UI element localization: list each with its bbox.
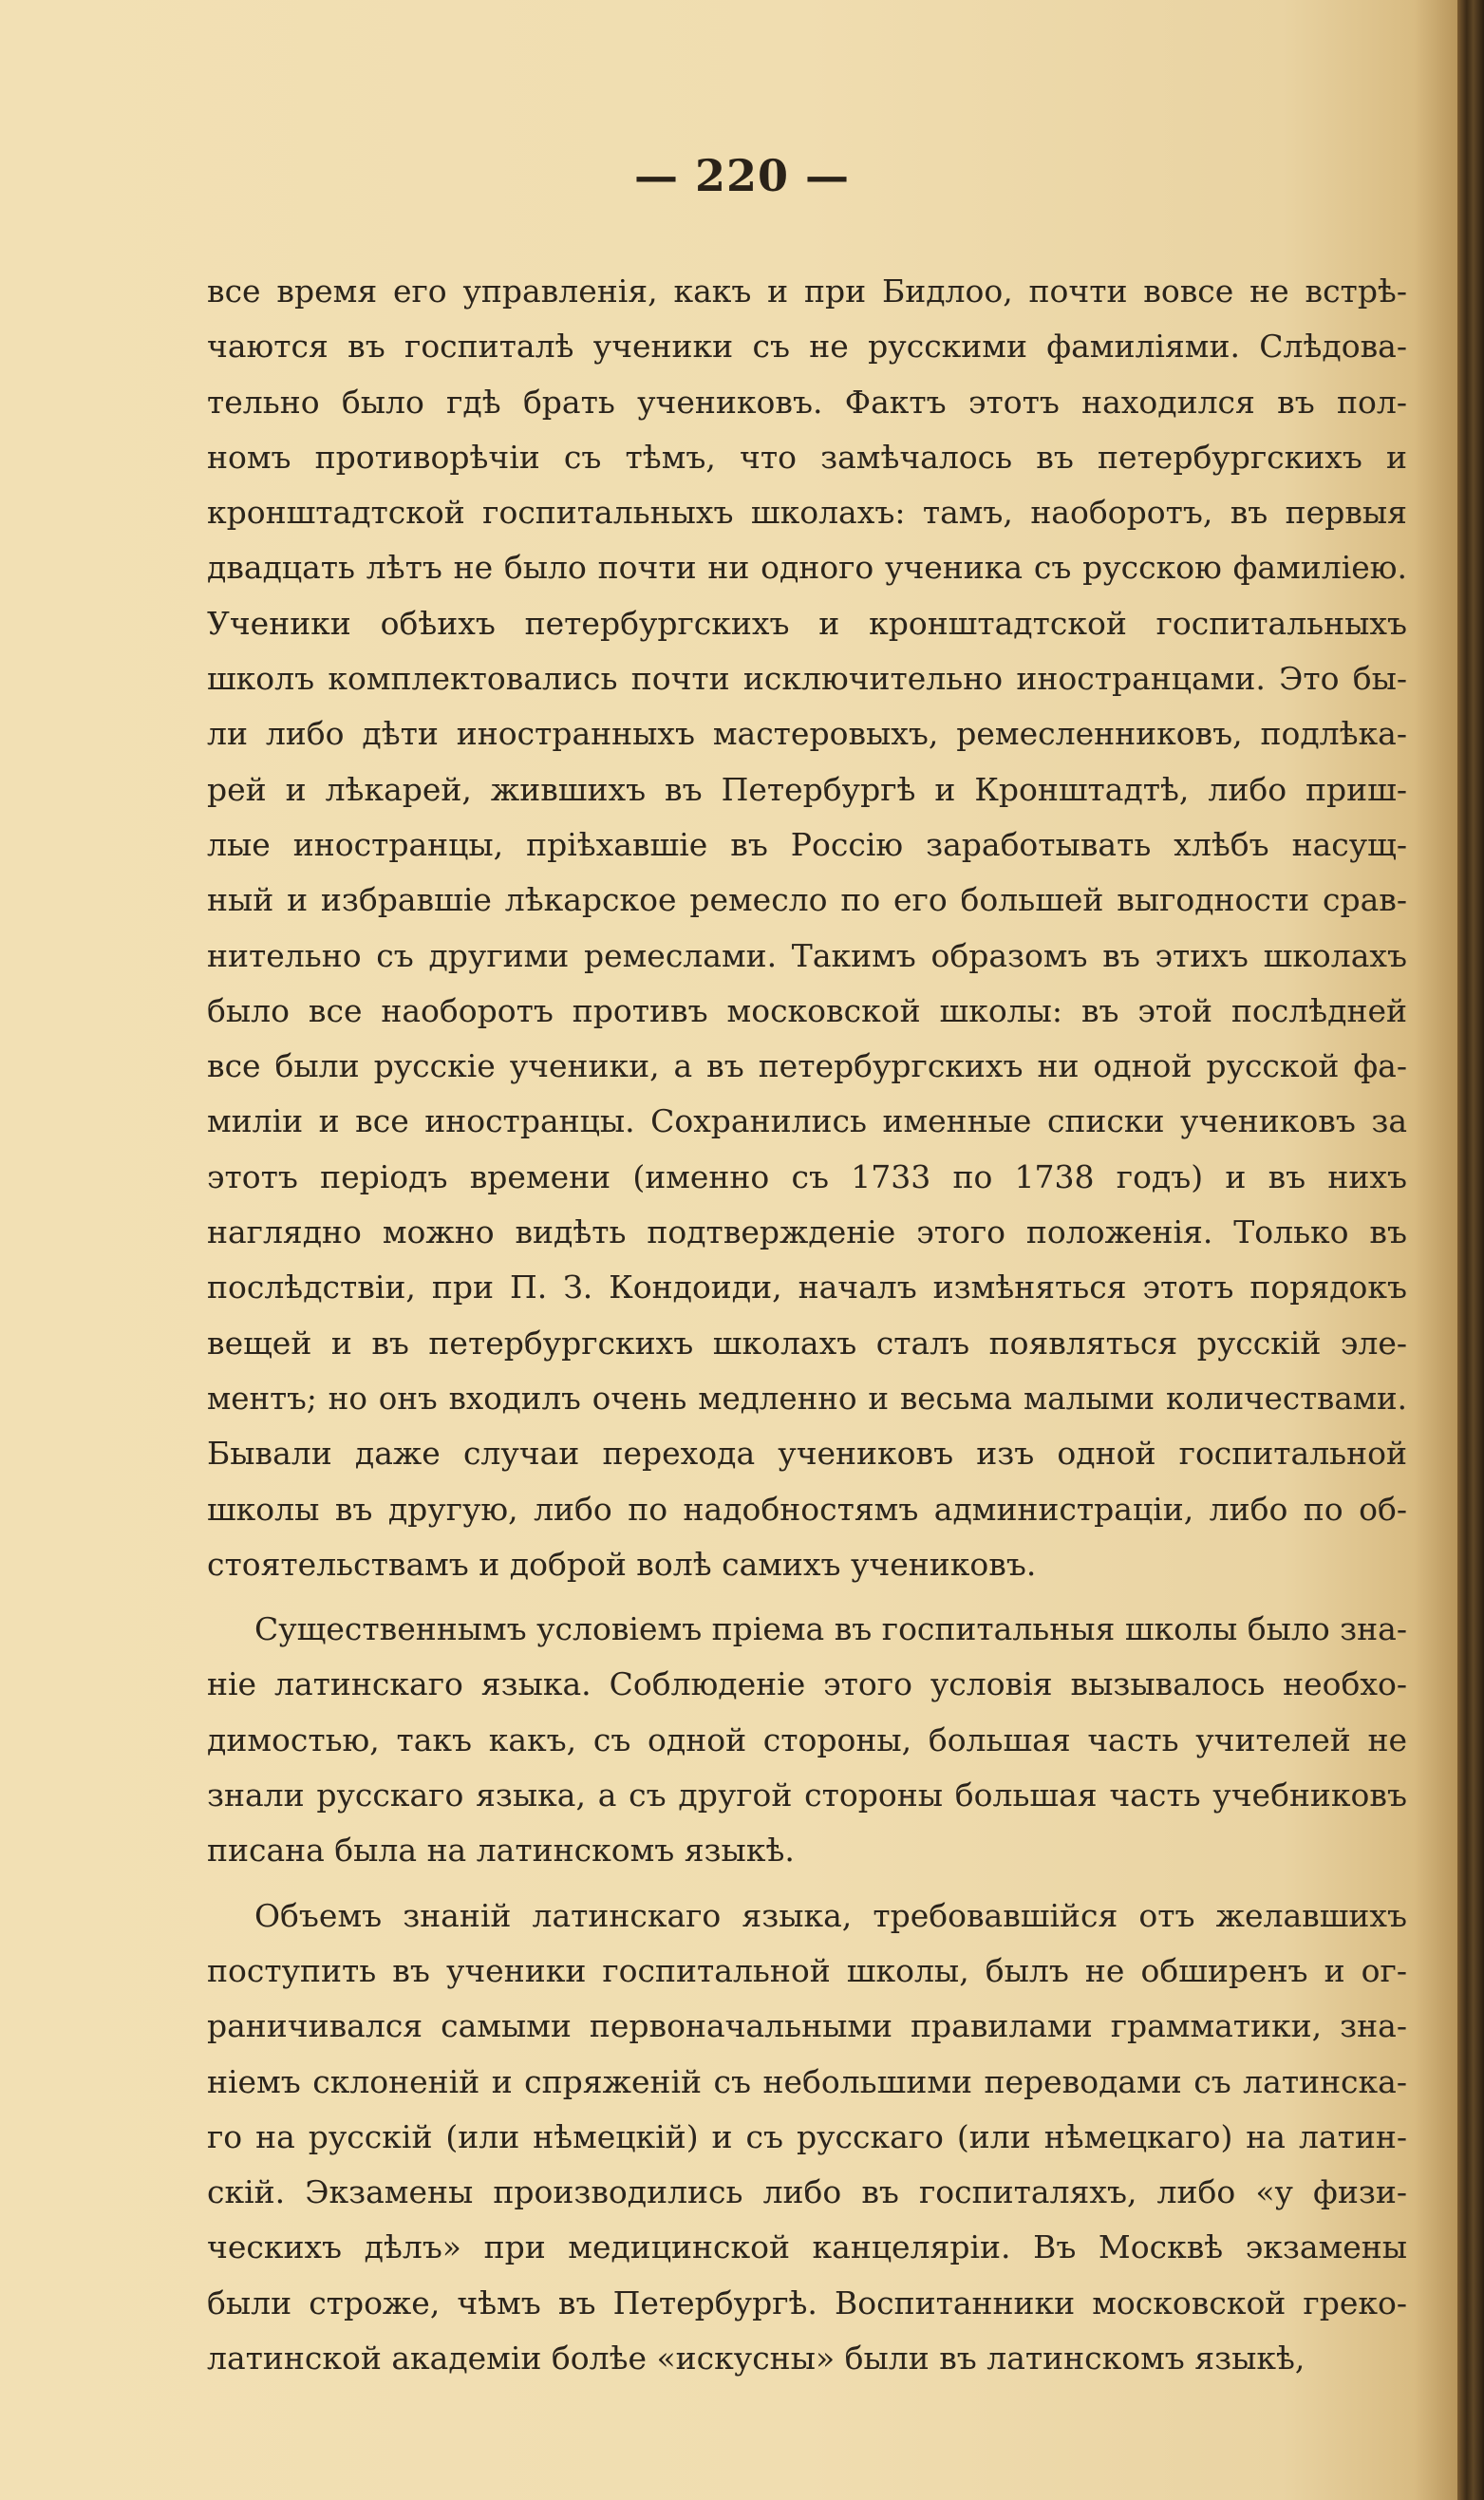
text-line: рей и лѣкарей, жившихъ въ Петербургѣ и Кронштадтѣ, либо приш- xyxy=(207,770,1407,808)
text-line: Существеннымъ условіемъ пріема въ госпитальныя школы было зна- xyxy=(254,1610,1407,1648)
text-line: ческихъ дѣлъ» при медицинской канцеляріи. Въ Москвѣ экзамены xyxy=(207,2228,1407,2266)
text-line: номъ противорѣчіи съ тѣмъ, что замѣчалось въ петербургскихъ и xyxy=(207,438,1407,476)
text-line: вещей и въ петербургскихъ школахъ сталъ появляться русскій эле- xyxy=(207,1324,1407,1362)
text-line: двадцать лѣтъ не было почти ни одного ученика съ русскою фамиліею. xyxy=(207,549,1407,587)
page-number: — 220 — xyxy=(633,150,851,201)
text-line: скій. Экзамены производились либо въ госпиталяхъ, либо «у физи- xyxy=(207,2173,1407,2211)
text-line: ментъ; но онъ входилъ очень медленно и весьма малыми количествами. xyxy=(207,1380,1407,1417)
text-line: ный и избравшіе лѣкарское ремесло по его большей выгодности срав- xyxy=(207,881,1407,919)
text-line: знали русскаго языка, а съ другой стороны большая часть учебниковъ xyxy=(207,1776,1407,1814)
text-line: поступить въ ученики госпитальной школы, былъ не обширенъ и ог- xyxy=(207,1951,1407,1989)
body-text xyxy=(207,264,1407,2386)
paragraph xyxy=(207,264,1407,1592)
text-line: было все наоборотъ противъ московской школы: въ этой послѣдней xyxy=(207,991,1407,1029)
paragraph xyxy=(207,1602,1407,1878)
text-line: ніемъ склоненій и спряженій съ небольшими переводами съ латинска- xyxy=(207,2062,1407,2100)
text-line: раничивался самыми первоначальными правилами грамматики, зна- xyxy=(207,2007,1407,2045)
text-line: стоятельствамъ и доброй волѣ самихъ учениковъ. xyxy=(207,1545,1037,1583)
text-line: этотъ періодъ времени (именно съ 1733 по 1738 годъ) и въ нихъ xyxy=(207,1157,1407,1195)
text-line: послѣдствіи, при П. З. Кондоиди, началъ измѣняться этотъ порядокъ xyxy=(207,1269,1407,1306)
text-line: кронштадтской госпитальныхъ школахъ: тамъ, наоборотъ, въ первыя xyxy=(207,494,1407,532)
text-line: димостью, такъ какъ, съ одной стороны, большая часть учителей не xyxy=(207,1720,1407,1758)
text-line: школы въ другую, либо по надобностямъ администраціи, либо по об- xyxy=(207,1490,1407,1528)
text-line: школъ комплектовались почти исключительно иностранцами. Это бы- xyxy=(207,660,1407,698)
text-line: Объемъ знаній латинскаго языка, требовавшійся отъ желавшихъ xyxy=(254,1896,1407,1934)
text-line: тельно было гдѣ брать учениковъ. Фактъ этотъ находился въ пол- xyxy=(207,383,1407,421)
text-line: писана была на латинскомъ языкѣ. xyxy=(207,1832,795,1870)
text-line: были строже, чѣмъ въ Петербургѣ. Воспитанники московской греко- xyxy=(207,2284,1407,2321)
text-line: Бывали даже случаи перехода учениковъ изъ одной госпитальной xyxy=(207,1435,1407,1473)
text-line: все время его управленія, какъ и при Бидлоо, почти вовсе не встрѣ- xyxy=(207,273,1407,310)
text-line: наглядно можно видѣть подтвержденіе этого положенія. Только въ xyxy=(207,1213,1407,1251)
text-line: чаются въ госпиталѣ ученики съ не русскими фамиліями. Слѣдова- xyxy=(207,328,1407,366)
text-line: Ученики обѣихъ петербургскихъ и кронштадтской госпитальныхъ xyxy=(207,604,1407,642)
paragraph-gap xyxy=(207,1879,1407,1889)
text-line: ли либо дѣти иностранныхъ мастеровыхъ, ремесленниковъ, подлѣка- xyxy=(207,715,1407,753)
paragraph-gap xyxy=(207,1592,1407,1602)
text-line: все были русскіе ученики, а въ петербургскихъ ни одной русской фа- xyxy=(207,1047,1407,1085)
text-line: нительно съ другими ремеслами. Такимъ образомъ въ этихъ школахъ xyxy=(207,936,1407,974)
paragraph xyxy=(207,1889,1407,2387)
book-spine-edge xyxy=(1457,0,1484,2500)
text-line: го на русскій (или нѣмецкій) и съ русскаго (или нѣмецкаго) на латин- xyxy=(207,2117,1407,2155)
text-line: лые иностранцы, пріѣхавшіе въ Россію заработывать хлѣбъ насущ- xyxy=(207,825,1407,863)
text-line: миліи и все иностранцы. Сохранились именные списки учениковъ за xyxy=(207,1102,1407,1140)
text-line: латинской академіи болѣе «искусны» были въ латинскомъ языкѣ, xyxy=(207,2339,1306,2377)
text-line: ніе латинскаго языка. Соблюденіе этого условія вызывалось необхо- xyxy=(207,1665,1407,1703)
